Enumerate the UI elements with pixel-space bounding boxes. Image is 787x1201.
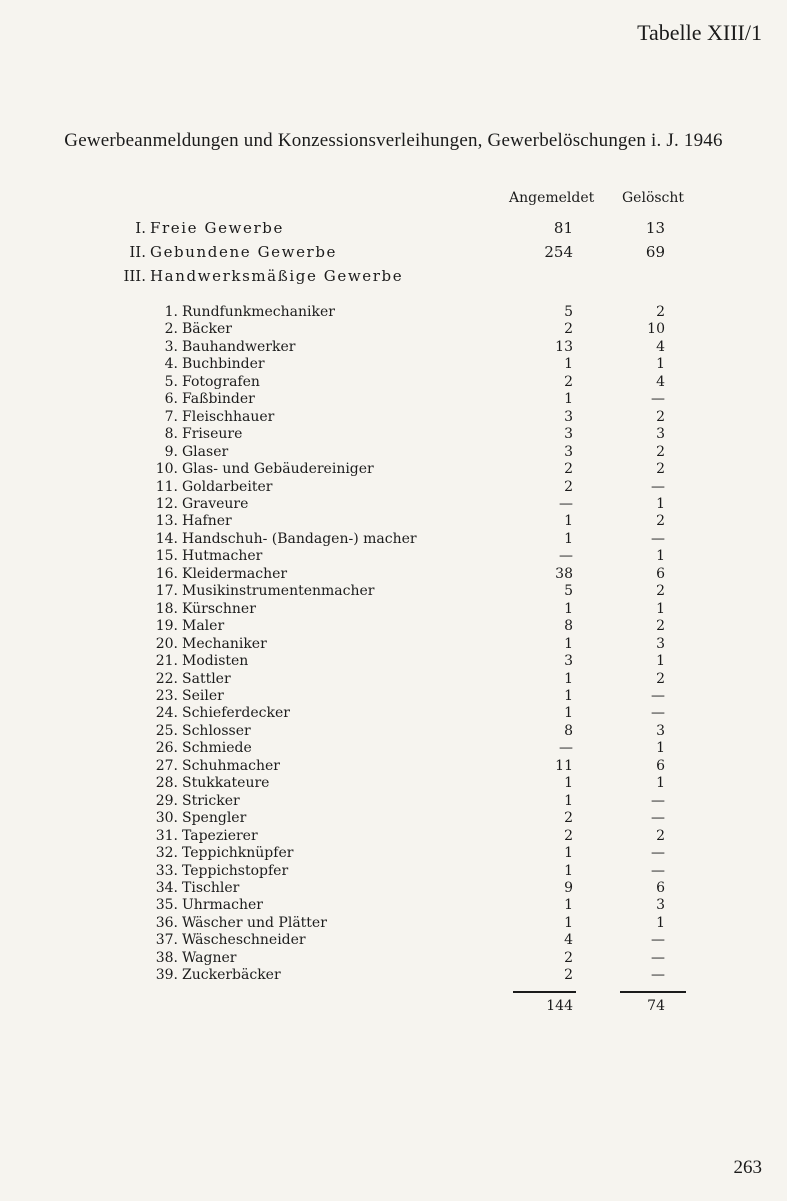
- trade-row: [0, 618, 787, 635]
- trade-name: Faßbinder: [182, 391, 255, 408]
- trade-angemeldet: 2: [564, 949, 573, 966]
- trade-row: [0, 583, 787, 600]
- trade-name: Friseure: [182, 426, 243, 443]
- trade-name: Kleidermacher: [182, 565, 288, 582]
- trade-number: 32.: [155, 845, 178, 862]
- trade-number: 36.: [155, 914, 178, 931]
- trade-row: [0, 671, 787, 688]
- trade-name: Glaser: [182, 443, 229, 460]
- trade-row: [0, 723, 787, 740]
- trade-angemeldet: 2: [564, 478, 573, 495]
- trade-number: 37.: [155, 932, 178, 949]
- trade-row: [0, 705, 787, 722]
- trade-geloescht: 2: [656, 827, 665, 844]
- trade-angemeldet: 3: [564, 443, 573, 460]
- trade-angemeldet: 13: [555, 338, 573, 355]
- trade-row: [0, 356, 787, 373]
- trade-row: [0, 845, 787, 862]
- column-header-angemeldet: Angemeldet: [509, 190, 595, 206]
- trade-number: 35.: [155, 897, 178, 914]
- trade-row: [0, 339, 787, 356]
- trade-geloescht: —: [651, 792, 665, 809]
- trade-name: Zuckerbäcker: [182, 967, 281, 984]
- trade-angemeldet: 1: [564, 391, 573, 408]
- trade-name: Fotografen: [182, 373, 260, 390]
- trade-row: [0, 461, 787, 478]
- trade-name: Schmiede: [182, 740, 252, 757]
- category-angemeldet: 254: [544, 243, 573, 261]
- trade-name: Handschuh- (Bandagen-) macher: [182, 530, 417, 547]
- trade-geloescht: 6: [656, 879, 665, 896]
- trade-row: [0, 828, 787, 845]
- trade-angemeldet: —: [559, 495, 573, 512]
- trade-number: 21.: [155, 653, 178, 670]
- trade-angemeldet: 1: [564, 687, 573, 704]
- trade-angemeldet: 2: [564, 967, 573, 984]
- trade-angemeldet: 5: [564, 304, 573, 320]
- trade-row: [0, 688, 787, 705]
- trade-number: 29.: [155, 792, 178, 809]
- trade-number: 39.: [155, 967, 178, 984]
- trade-row: [0, 897, 787, 914]
- trade-name: Mechaniker: [182, 635, 267, 652]
- trade-name: Bauhandwerker: [182, 338, 296, 355]
- trade-angemeldet: 1: [564, 705, 573, 722]
- trade-row: [0, 409, 787, 426]
- trade-name: Stricker: [182, 792, 240, 809]
- trade-row: [0, 479, 787, 496]
- trade-name: Tapezierer: [182, 827, 258, 844]
- trade-name: Rundfunkmechaniker: [182, 304, 335, 320]
- trade-row: [0, 758, 787, 775]
- trade-row: [0, 321, 787, 338]
- trade-angemeldet: 38: [555, 565, 573, 582]
- trade-number: 25.: [155, 722, 178, 739]
- trade-name: Kürschner: [182, 600, 256, 617]
- trade-name: Modisten: [182, 653, 249, 670]
- trade-angemeldet: 11: [555, 757, 573, 774]
- trade-geloescht: —: [651, 478, 665, 495]
- category-angemeldet: 81: [553, 219, 573, 237]
- trade-geloescht: 3: [656, 722, 665, 739]
- trade-number: 34.: [155, 879, 178, 896]
- trade-number: 28.: [155, 775, 178, 792]
- trade-geloescht: 2: [656, 583, 665, 600]
- trade-name: Uhrmacher: [182, 897, 263, 914]
- trade-list: [0, 304, 787, 985]
- trade-name: Schuhmacher: [182, 757, 280, 774]
- category-number: I.: [135, 219, 146, 237]
- trade-geloescht: 2: [656, 618, 665, 635]
- category-geloescht: 13: [645, 219, 665, 237]
- trade-geloescht: 10: [647, 321, 665, 338]
- category-label: Gebundene Gewerbe: [150, 243, 337, 261]
- trade-number: 26.: [155, 740, 178, 757]
- trade-name: Bäcker: [182, 321, 232, 338]
- trade-geloescht: 1: [656, 775, 665, 792]
- trade-geloescht: 6: [656, 565, 665, 582]
- trade-name: Buchbinder: [182, 356, 265, 373]
- trade-angemeldet: 1: [564, 356, 573, 373]
- trade-angemeldet: 1: [564, 600, 573, 617]
- trade-angemeldet: 9: [564, 879, 573, 896]
- trade-row: [0, 426, 787, 443]
- trade-angemeldet: 1: [564, 775, 573, 792]
- trade-angemeldet: 1: [564, 513, 573, 530]
- trade-geloescht: —: [651, 687, 665, 704]
- trade-row: [0, 740, 787, 757]
- trade-row: [0, 950, 787, 967]
- trade-geloescht: —: [651, 810, 665, 827]
- trade-name: Musikinstrumentenmacher: [182, 583, 375, 600]
- trade-number: 17.: [155, 583, 178, 600]
- category-label: Freie Gewerbe: [150, 219, 284, 237]
- trade-number: 7.: [164, 408, 178, 425]
- trade-number: 10.: [155, 461, 178, 478]
- total-angemeldet: 144: [546, 998, 573, 1014]
- trade-number: 12.: [155, 495, 178, 512]
- trade-number: 6.: [164, 391, 178, 408]
- category-row: [0, 267, 787, 291]
- trade-name: Maler: [182, 618, 225, 635]
- trade-geloescht: 4: [656, 338, 665, 355]
- trade-row: [0, 810, 787, 827]
- trade-name: Schlosser: [182, 722, 251, 739]
- trade-name: Glas- und Gebäudereiniger: [182, 461, 374, 478]
- trade-number: 27.: [155, 757, 178, 774]
- trade-row: [0, 566, 787, 583]
- trade-geloescht: —: [651, 705, 665, 722]
- trade-geloescht: 1: [656, 495, 665, 512]
- trade-name: Wäscheschneider: [182, 932, 306, 949]
- trade-name: Tischler: [182, 879, 240, 896]
- trade-number: 23.: [155, 687, 178, 704]
- trade-row: [0, 391, 787, 408]
- trade-number: 30.: [155, 810, 178, 827]
- trade-number: 13.: [155, 513, 178, 530]
- trade-name: Fleischhauer: [182, 408, 275, 425]
- trade-geloescht: —: [651, 845, 665, 862]
- trade-number: 14.: [155, 530, 178, 547]
- trade-name: Spengler: [182, 810, 247, 827]
- trade-geloescht: 3: [656, 635, 665, 652]
- trade-number: 9.: [164, 443, 178, 460]
- trade-angemeldet: 1: [564, 670, 573, 687]
- trade-geloescht: 2: [656, 408, 665, 425]
- trade-geloescht: —: [651, 391, 665, 408]
- trade-number: 5.: [164, 373, 178, 390]
- trade-name: Graveure: [182, 495, 249, 512]
- trade-row: [0, 775, 787, 792]
- trade-angemeldet: 1: [564, 845, 573, 862]
- trade-angemeldet: 3: [564, 408, 573, 425]
- trade-angemeldet: 3: [564, 653, 573, 670]
- trade-name: Sattler: [182, 670, 231, 687]
- trade-angemeldet: 1: [564, 635, 573, 652]
- trade-geloescht: —: [651, 949, 665, 966]
- trade-name: Teppichknüpfer: [182, 845, 294, 862]
- trade-geloescht: —: [651, 932, 665, 949]
- trade-angemeldet: 2: [564, 827, 573, 844]
- sum-rule-angemeldet: [513, 991, 576, 993]
- trade-angemeldet: 1: [564, 862, 573, 879]
- trade-row: [0, 863, 787, 880]
- trade-row: [0, 496, 787, 513]
- trade-number: 1.: [164, 304, 178, 320]
- trade-row: [0, 653, 787, 670]
- trade-name: Wäscher und Plätter: [182, 914, 327, 931]
- trade-name: Stukkateure: [182, 775, 270, 792]
- trade-geloescht: 4: [656, 373, 665, 390]
- trade-geloescht: 2: [656, 461, 665, 478]
- trade-number: 38.: [155, 949, 178, 966]
- trade-number: 16.: [155, 565, 178, 582]
- trade-angemeldet: 5: [564, 583, 573, 600]
- trade-angemeldet: —: [559, 740, 573, 757]
- total-geloescht: 74: [647, 998, 665, 1014]
- trade-geloescht: —: [651, 530, 665, 547]
- trade-name: Hutmacher: [182, 548, 263, 565]
- trade-number: 15.: [155, 548, 178, 565]
- trade-angemeldet: —: [559, 548, 573, 565]
- trade-geloescht: 1: [656, 740, 665, 757]
- trade-geloescht: 1: [656, 653, 665, 670]
- trade-row: [0, 915, 787, 932]
- trade-name: Teppichstopfer: [182, 862, 289, 879]
- trade-row: [0, 374, 787, 391]
- page-number: 263: [733, 1157, 762, 1178]
- trade-angemeldet: 1: [564, 792, 573, 809]
- trade-angemeldet: 1: [564, 914, 573, 931]
- trade-number: 4.: [164, 356, 178, 373]
- column-header-geloescht: Gelöscht: [622, 190, 685, 206]
- page-title: Gewerbeanmeldungen und Konzessionsverleihungen, Gewerbelöschungen i. J. 1946: [64, 130, 723, 151]
- trade-number: 8.: [164, 426, 178, 443]
- trade-name: Wagner: [182, 949, 237, 966]
- trade-row: [0, 880, 787, 897]
- category-geloescht: 69: [645, 243, 665, 261]
- trade-geloescht: 2: [656, 304, 665, 320]
- trade-name: Schieferdecker: [182, 705, 290, 722]
- trade-geloescht: —: [651, 967, 665, 984]
- trade-geloescht: 3: [656, 897, 665, 914]
- trade-row: [0, 601, 787, 618]
- trade-row: [0, 548, 787, 565]
- trade-geloescht: 2: [656, 443, 665, 460]
- trade-geloescht: 2: [656, 513, 665, 530]
- trade-number: 24.: [155, 705, 178, 722]
- trade-geloescht: 1: [656, 914, 665, 931]
- category-row: [0, 219, 787, 243]
- trade-angemeldet: 3: [564, 426, 573, 443]
- trade-number: 33.: [155, 862, 178, 879]
- trade-name: Seiler: [182, 687, 224, 704]
- trade-geloescht: 3: [656, 426, 665, 443]
- trade-row: [0, 304, 787, 321]
- trade-geloescht: 1: [656, 356, 665, 373]
- trade-number: 19.: [155, 618, 178, 635]
- trade-number: 11.: [155, 478, 178, 495]
- category-label: Handwerksmäßige Gewerbe: [150, 267, 404, 285]
- trade-angemeldet: 1: [564, 530, 573, 547]
- trade-geloescht: 2: [656, 670, 665, 687]
- trade-geloescht: 6: [656, 757, 665, 774]
- trade-angemeldet: 1: [564, 897, 573, 914]
- trade-geloescht: 1: [656, 548, 665, 565]
- trade-number: 3.: [164, 338, 178, 355]
- category-number: III.: [123, 267, 146, 285]
- trade-angemeldet: 8: [564, 618, 573, 635]
- trade-angemeldet: 2: [564, 321, 573, 338]
- trade-row: [0, 793, 787, 810]
- trade-row: [0, 636, 787, 653]
- trade-name: Goldarbeiter: [182, 478, 273, 495]
- trade-row: [0, 932, 787, 949]
- category-row: [0, 243, 787, 267]
- trade-row: [0, 967, 787, 984]
- trade-geloescht: 1: [656, 600, 665, 617]
- trade-angemeldet: 2: [564, 810, 573, 827]
- trade-number: 18.: [155, 600, 178, 617]
- trade-angemeldet: 8: [564, 722, 573, 739]
- trade-angemeldet: 2: [564, 373, 573, 390]
- table-id: Tabelle XIII/1: [637, 20, 762, 45]
- trade-geloescht: —: [651, 862, 665, 879]
- sum-rule-geloescht: [620, 991, 686, 993]
- trade-angemeldet: 4: [564, 932, 573, 949]
- category-number: II.: [129, 243, 146, 261]
- trade-number: 31.: [155, 827, 178, 844]
- trade-number: 20.: [155, 635, 178, 652]
- main-categories: [0, 219, 787, 291]
- trade-row: [0, 531, 787, 548]
- trade-name: Hafner: [182, 513, 232, 530]
- trade-number: 22.: [155, 670, 178, 687]
- trade-row: [0, 513, 787, 530]
- trade-number: 2.: [164, 321, 178, 338]
- trade-row: [0, 444, 787, 461]
- trade-angemeldet: 2: [564, 461, 573, 478]
